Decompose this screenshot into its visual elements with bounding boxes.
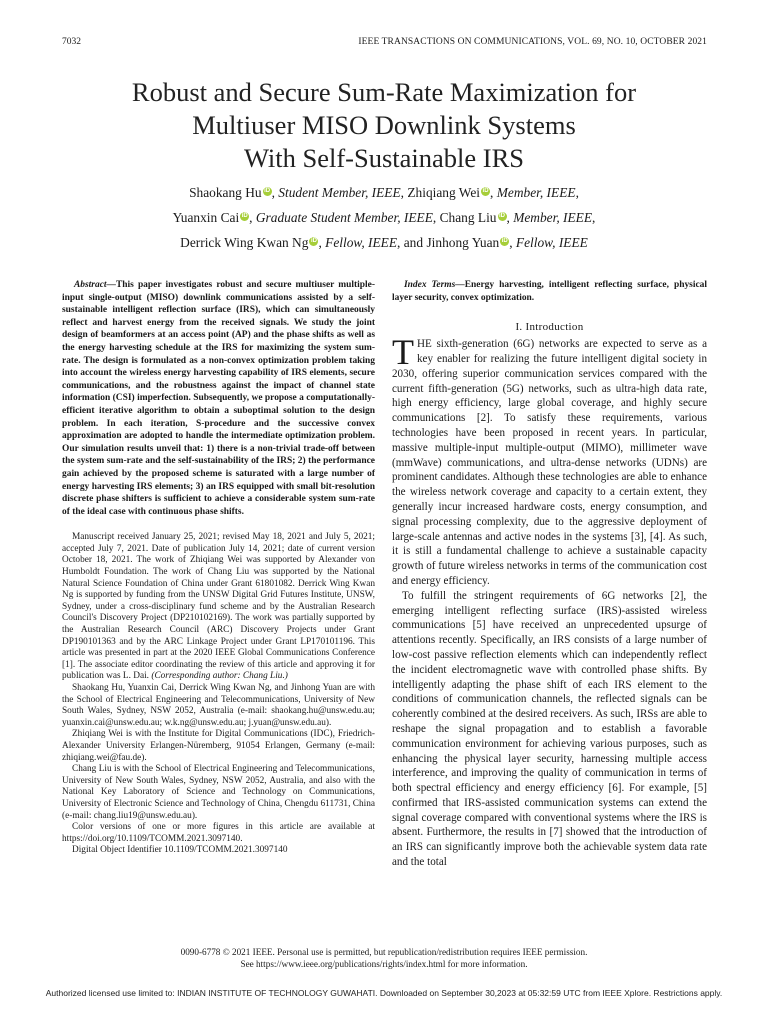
author-role: Student Member, IEEE: [278, 185, 401, 200]
footnote-manuscript: [62, 532, 375, 683]
rights-line: See https://www.ieee.org/publications/rights/index.html for more information.: [240, 959, 528, 969]
author-list: [0, 180, 768, 255]
abstract-label: Abstract—: [74, 280, 116, 290]
author-line: Derrick Wing Kwan Ng iD , Fellow, IEEE, and Jinhong Yuan iD , Fellow, IEEE: [180, 235, 588, 250]
footnote-affiliation: Zhiqiang Wei is with the Institute for Digital Communications (IDC), Friedrich-Alexander University Erlangen-Nüremberg, 91054 Erlangen, Germany (e-mail: zhiqiang.wei@fau.de).: [62, 729, 375, 763]
left-column: [62, 279, 375, 857]
license-banner: Authorized licensed use limited to: INDIAN INSTITUTE OF TECHNOLOGY GUWAHATI. Downloaded on September 30,2023 at 05:32:59 UTC from IEEE Xplore. Restrictions apply.: [45, 988, 723, 998]
right-column: [392, 279, 707, 870]
orcid-icon[interactable]: iD: [499, 213, 505, 219]
author-name: Jinhong Yuan: [426, 235, 500, 250]
author-role: Graduate Student Member, IEEE: [255, 210, 433, 225]
footnote-text: Manuscript received January 25, 2021; revised May 18, 2021 and July 5, 2021; accepted July 7, 2021. Date of publication July 14, 2021; date of current version October 18, 2021. The work of Zhiqiang Wei was supported by Alexander von Humboldt Foundation. The work of Chang Liu was supported by the National Natural Science Foundation of China under Grant 61801082. Derrick Wing Kwan Ng is supported by funding from the UNSW Digital Grid Futures Institute, UNSW, Sydney, under a cross-disciplinary fund scheme and by the Australian Research Council's Discovery Project (DP210102169). The work was partially supported by the Australian Research Council (ARC) Discovery Projects under Grant DP190101363 and by the ARC Linkage Project under Grant LP170101196. This article was presented in part at the 2020 IEEE Global Communications Conference [1]. The associate editor coordinating the review of this article and approving it for publication was L. Dai.: [62, 532, 375, 682]
abstract: [62, 279, 375, 518]
author-name: Shaokang Hu: [189, 185, 262, 200]
abstract-text: This paper investigates robust and secure multiuser multiple-input single-output (MISO) downlink communications assisted by a self-sustainable intelligent reflection surface (IRS), which can simultaneously reflect and harvest energy from the received signals. We study the joint design of beamformers at an access point (AP) and the phase shifts as well as the energy harvesting schedule at the IRS for maximizing the system sum-rate. The design is formulated as a non-convex optimization problem taking into account the wireless energy harvesting capability of IRS elements, secure communications, and the robustness against the impact of channel state information (CSI) imperfection. Subsequently, we propose a computationally-efficient iterative algorithm to obtain a suboptimal solution to the design problem. In each iteration, S-procedure and the successive convex approximation are adopted to handle the intermediate optimization problem. Our simulation results unveil that: 1) there is a non-trivial trade-off between the system sum-rate and the self-sustainability of the IRS; 2) the performance gain achieved by the proposed scheme is saturated with a large number of energy harvesting IRS elements; 3) an IRS equipped with small bit-resolution discrete phase shifters is sufficient to achieve a considerable system sum-rate of the ideal case with continuous phase shifts.: [62, 280, 375, 517]
author-role: Fellow, IEEE: [515, 235, 588, 250]
footnote-doi: Digital Object Identifier 10.1109/TCOMM.2021.3097140: [72, 845, 288, 856]
author-role: Member, IEEE: [513, 210, 593, 225]
author-role: Member, IEEE: [496, 185, 576, 200]
author-name: Zhiqiang Wei: [407, 185, 481, 200]
drop-cap: T: [392, 332, 414, 373]
index-terms-label: Index Terms—: [404, 280, 465, 290]
footnotes: [62, 532, 375, 857]
title-line: Multiuser MISO Downlink Systems: [192, 110, 576, 140]
and-word: and: [403, 235, 424, 250]
title-line: With Self-Sustainable IRS: [243, 143, 525, 173]
author-name: Yuanxin Cai: [172, 210, 240, 225]
copyright-footer: [0, 946, 768, 970]
author-line: Shaokang Hu iD , Student Member, IEEE, Zhiqiang Wei iD , Member, IEEE,: [189, 185, 579, 200]
journal-header: IEEE TRANSACTIONS ON COMMUNICATIONS, VOL. 69, NO. 10, OCTOBER 2021: [358, 37, 707, 47]
intro-paragraph: [392, 332, 707, 589]
footnote-affiliation: Shaokang Hu, Yuanxin Cai, Derrick Wing Kwan Ng, and Jinhong Yuan are with the School of Electrical Engineering and Telecommunications, University of New South Wales, Sydney, NSW 2052, Australia (e-mail: shaokang.hu@unsw.edu.au; yuanxin.cai@unsw.edu.au; w.k.ng@unsw.edu.au; j.yuan@unsw.edu.au).: [62, 683, 375, 728]
index-terms-text: Energy harvesting, intelligent reflecting surface, physical layer security, convex optimization.: [392, 280, 707, 303]
corresponding-author: (Corresponding author: Chang Liu.): [151, 671, 288, 682]
orcid-icon[interactable]: iD: [310, 238, 317, 244]
author-role: Fellow, IEEE: [325, 235, 398, 250]
author-name: Derrick Wing Kwan Ng: [180, 235, 309, 250]
copyright-line: 0090-6778 © 2021 IEEE. Personal use is permitted, but republication/redistribution requires IEEE permission.: [180, 947, 588, 957]
orcid-icon[interactable]: iD: [501, 238, 508, 244]
index-terms: [392, 279, 707, 304]
orcid-icon[interactable]: iD: [482, 188, 489, 194]
section-heading: I. Introduction: [515, 321, 584, 334]
author-line: Yuanxin Cai iD , Graduate Student Member, IEEE, Chang Liu iD , Member, IEEE,: [172, 210, 596, 225]
footnote-color-versions: Color versions of one or more figures in this article are available at https://doi.org/10.1109/TCOMM.2021.3097140.: [62, 822, 375, 844]
footnote-affiliation: Chang Liu is with the School of Electrical Engineering and Telecommunications, University of New South Wales, Sydney, NSW 2052, Australia, and also with the National Key Laboratory of Science and Technology on Communications, University of Electronic Science and Technology of China, Chengdu 611731, China (e-mail: chang.liu19@unsw.edu.au).: [62, 764, 375, 821]
paper-title: [0, 76, 768, 175]
orcid-icon[interactable]: iD: [241, 213, 248, 219]
orcid-icon[interactable]: iD: [264, 188, 271, 194]
intro-text: HE sixth-generation (6G) networks are expected to serve as a key enabler for realizing the future intelligent digital society in 2030, offering superior communication services compared with the current fifth-generation (5G) networks, such as ultra-high data rate, high energy efficiency, large global coverage, and highly secure communications [2]. To satisfy these requirements, various technologies have been proposed in recent years. In particular, massive multiple-input multiple-output (MIMO), millimeter wave (mmWave) communications, and ultra-dense networks (UDNs) are prominent candidates. Although these technologies are able to enhance the wireless network coverage and capacity to a certain extent, they generally incur increased hardware costs, energy consumption, and signal processing complexity, due to the aggressive deployment of large-scale antennas and active nodes in the systems [3], [4]. As such, it is still a fundamental challenge to achieve a sustainable capacity growth of future wireless networks in terms of the communication cost and energy efficiency.: [392, 338, 707, 587]
title-line: Robust and Secure Sum-Rate Maximization for: [131, 77, 637, 107]
author-name: Chang Liu: [439, 210, 497, 225]
intro-paragraph: To fulfill the stringent requirements of 6G networks [2], the emerging intelligent reflecting surface (IRS)-assisted wireless communications [5] have received an unprecedented upsurge of attentions recently. Specifically, an IRS consists of a large number of low-cost passive reflection elements which can independently reflect the incident electromagnetic wave with controlled phase shifts. By intelligently adapting the phase shift of each IRS element to the conditions of communication channels, the reflected signals can be coherently combined at the desired receivers. As such, IRSs are able to reshape the signal propagation and to establish a favorable communication environment for achieving various purposes, such as enhancing the physical layer security, harnessing multiple access interference, and improving the quality of communication in terms of both spectral efficiency and energy efficiency [6]. For example, [5] confirmed that IRS-assisted communication systems can extend the signal coverage compared with conventional systems where the IRS is absent. Furthermore, the results in [7] showed that the introduction of an IRS can significantly improve both the achievable system data rate and the total: [392, 589, 707, 869]
page-number: 7032: [62, 37, 81, 47]
